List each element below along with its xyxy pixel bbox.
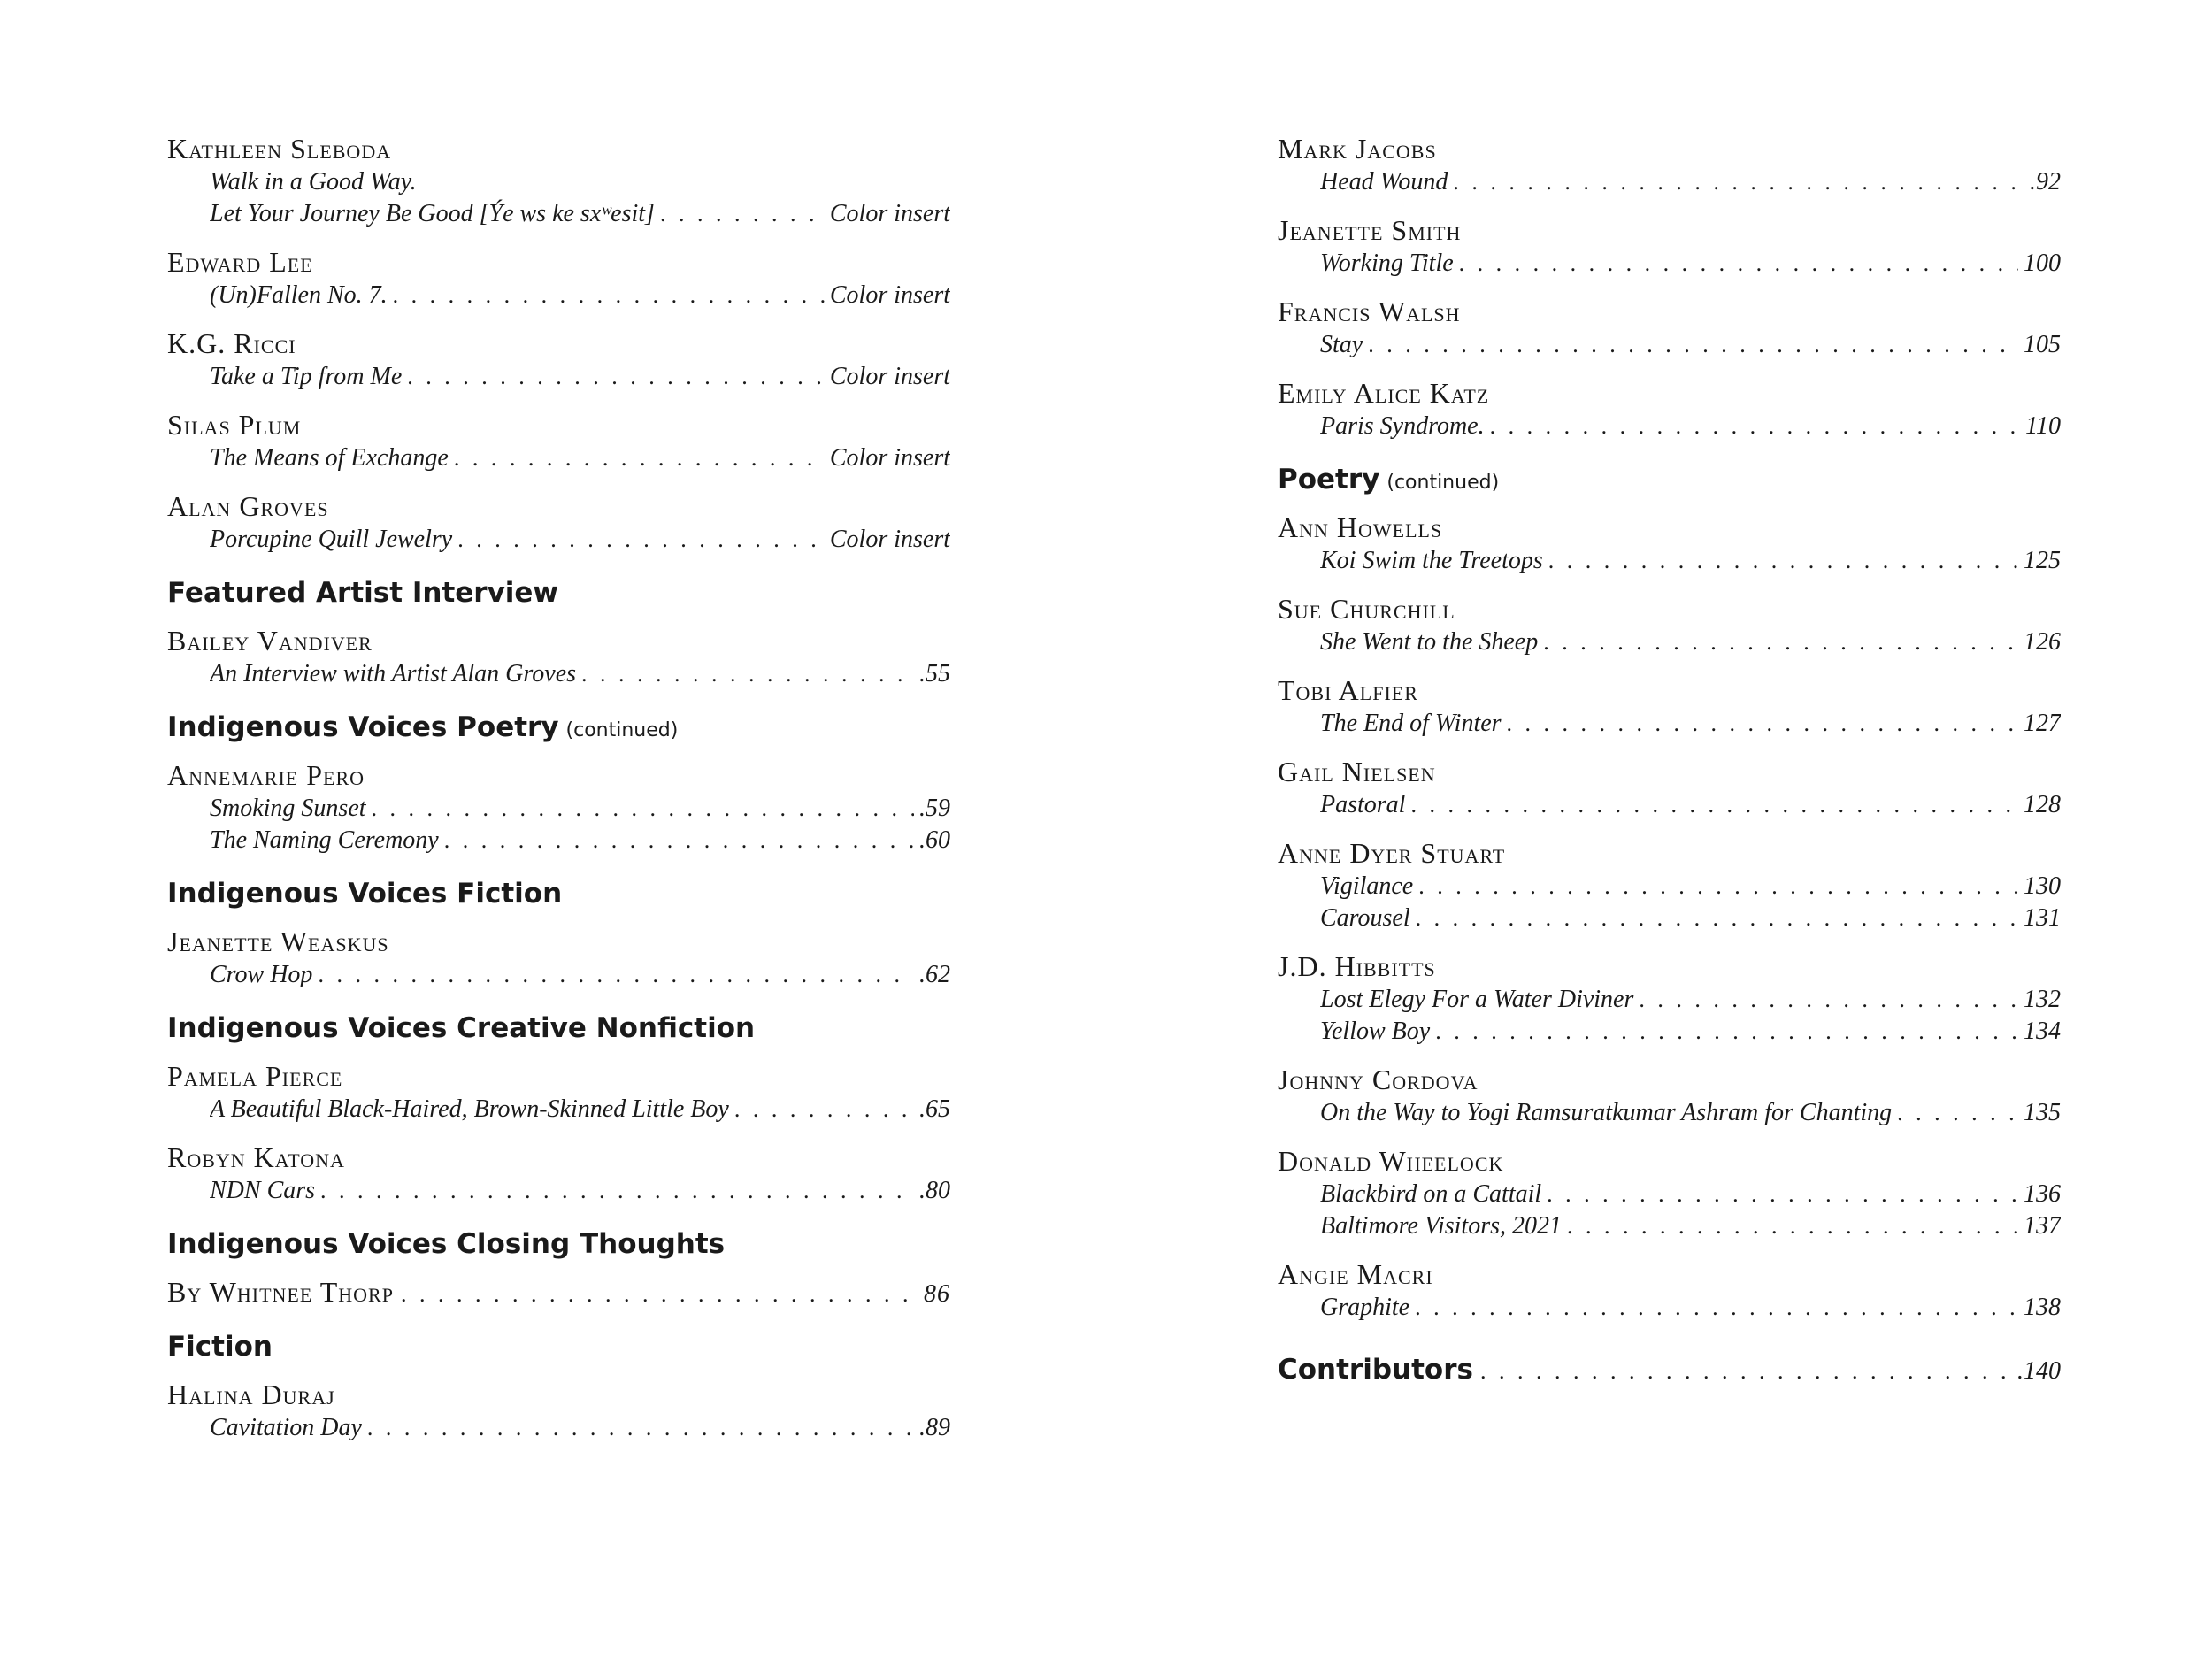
dot-leader xyxy=(1415,1292,2018,1324)
work-link[interactable] xyxy=(210,825,950,856)
work-link[interactable] xyxy=(210,658,950,690)
work-link[interactable] xyxy=(1320,708,2061,740)
toc-entry xyxy=(1278,294,2061,361)
work-link[interactable] xyxy=(1320,1210,2061,1242)
author-name: Anne Dyer Stuart xyxy=(1278,837,1506,869)
work-title: An Interview with Artist Alan Groves xyxy=(210,660,577,687)
work-link[interactable] xyxy=(1320,789,2061,821)
work-link[interactable] xyxy=(1320,871,2061,902)
work-link[interactable] xyxy=(1320,248,2061,280)
toc-entry xyxy=(167,757,950,856)
toc-entry xyxy=(167,488,950,556)
work-link[interactable] xyxy=(210,442,950,474)
dot-leader xyxy=(1507,708,2018,740)
page-number: .59 xyxy=(919,795,950,822)
work-title: Koi Swim the Treetops xyxy=(1320,547,1543,574)
toc-section xyxy=(167,757,950,856)
section-heading: Fiction xyxy=(167,1331,273,1363)
work-title: The Means of Exchange xyxy=(210,444,449,472)
continued-note: (continued) xyxy=(1386,472,1500,494)
toc-entry xyxy=(1278,1256,2061,1324)
work-title: Cavitation Day xyxy=(210,1414,362,1441)
dot-leader xyxy=(318,959,914,991)
toc-entry xyxy=(1278,1062,2061,1129)
toc-entry xyxy=(1278,510,2061,577)
work-link[interactable] xyxy=(1320,1016,2061,1048)
page-number: 131 xyxy=(2024,904,2061,932)
work-title: Take a Tip from Me xyxy=(210,363,403,390)
page-number: 86 xyxy=(924,1280,950,1308)
work-link[interactable] xyxy=(1320,1179,2061,1210)
page-number: 138 xyxy=(2024,1294,2061,1321)
page-number: 100 xyxy=(2024,250,2061,277)
work-title: Graphite xyxy=(1320,1294,1410,1321)
author-name: Angie Macri xyxy=(1278,1258,1433,1290)
toc-section xyxy=(167,623,950,690)
work-title: (Un)Fallen No. 7. xyxy=(210,281,388,309)
work-link[interactable] xyxy=(1320,1292,2061,1324)
page-number: .65 xyxy=(919,1095,950,1123)
page-number: .60 xyxy=(919,826,950,854)
dot-leader xyxy=(393,280,825,311)
work-title: Baltimore Visitors, 2021 xyxy=(1320,1212,1562,1240)
author-name: Tobi Alfier xyxy=(1278,674,1418,706)
work-link[interactable] xyxy=(1320,411,2061,442)
toc-entry xyxy=(167,1377,950,1444)
work-link[interactable] xyxy=(210,793,950,825)
dot-leader xyxy=(1480,1352,2010,1389)
work-title: On the Way to Yogi Ramsuratkumar Ashram for Chanting xyxy=(1320,1099,1893,1126)
author-name: Donald Wheelock xyxy=(1278,1145,1504,1177)
page-number: .80 xyxy=(919,1177,950,1204)
toc-entry xyxy=(167,623,950,690)
toc-entry xyxy=(167,244,950,311)
page-number: .92 xyxy=(2030,168,2061,196)
page-number: Color insert xyxy=(829,444,950,472)
work-title: Let Your Journey Be Good [Ýe ws ke sxʷesit] xyxy=(210,200,655,227)
work-link[interactable] xyxy=(210,280,950,311)
section-heading-label: Poetry xyxy=(1278,464,1380,495)
author-name: Mark Jacobs xyxy=(1278,133,1437,165)
work-link[interactable] xyxy=(210,524,950,556)
toc-entry xyxy=(1278,835,2061,934)
toc-entry xyxy=(1278,754,2061,821)
work-link[interactable] xyxy=(210,166,950,198)
toc-entry xyxy=(1278,591,2061,658)
toc-entry xyxy=(1278,1143,2061,1242)
toc-section xyxy=(1278,510,2061,1324)
author-name: Emily Alice Katz xyxy=(1278,377,1490,409)
toc-section xyxy=(167,131,950,556)
dot-leader xyxy=(1547,1179,2018,1210)
dot-leader xyxy=(454,442,825,474)
toc-entry xyxy=(1278,672,2061,740)
toc-entry xyxy=(167,1058,950,1125)
dot-leader xyxy=(1639,984,2018,1016)
work-title: Smoking Sunset xyxy=(210,795,366,822)
page-number: 105 xyxy=(2024,331,2061,358)
page-number: 125 xyxy=(2024,547,2061,574)
toc-entry xyxy=(1278,949,2061,1048)
work-link[interactable] xyxy=(1320,329,2061,361)
page-number: .62 xyxy=(919,961,950,988)
toc-entry xyxy=(167,131,950,230)
work-link[interactable] xyxy=(1320,984,2061,1016)
work-link[interactable] xyxy=(1320,545,2061,577)
work-link[interactable] xyxy=(1320,626,2061,658)
work-title: Crow Hop xyxy=(210,961,313,988)
dot-leader xyxy=(407,361,825,393)
toc-section xyxy=(167,1377,950,1444)
dot-leader xyxy=(1459,248,2018,280)
work-link[interactable] xyxy=(210,959,950,991)
toc-entry xyxy=(167,407,950,474)
author-name: Edward Lee xyxy=(167,246,313,278)
page-number: 110 xyxy=(2025,412,2061,440)
dot-leader xyxy=(457,524,825,556)
work-title: Blackbird on a Cattail xyxy=(1320,1180,1542,1208)
toc-section xyxy=(1278,131,2061,442)
author-name: Pamela Pierce xyxy=(167,1060,343,1092)
page-number: .140 xyxy=(2017,1357,2061,1385)
author-name: Kathleen Sleboda xyxy=(167,133,392,165)
work-link[interactable] xyxy=(210,1094,950,1125)
work-title: Walk in a Good Way. xyxy=(210,168,417,196)
page-number: Color insert xyxy=(829,200,950,227)
dot-leader xyxy=(372,793,914,825)
section-heading-label: Indigenous Voices Poetry xyxy=(167,711,559,743)
dot-leader xyxy=(320,1175,914,1207)
section-heading: Indigenous Voices Creative Nonfiction xyxy=(167,1012,756,1044)
author-name: K.G. Ricci xyxy=(167,327,296,359)
work-title: A Beautiful Black-Haired, Brown-Skinned Little Boy xyxy=(210,1095,729,1123)
author-name: Robyn Katona xyxy=(167,1141,345,1173)
work-title: Stay xyxy=(1320,331,1363,358)
section-heading: Featured Artist Interview xyxy=(167,577,559,609)
page-number: Color insert xyxy=(829,363,950,390)
page-number: 136 xyxy=(2024,1180,2061,1208)
dot-leader xyxy=(1543,626,2018,658)
work-title: She Went to the Sheep xyxy=(1320,628,1539,656)
toc-entry xyxy=(167,1140,950,1207)
toc-entry-closing[interactable] xyxy=(167,1274,950,1310)
work-title: Vigilance xyxy=(1320,872,1414,900)
author-name: Halina Duraj xyxy=(167,1379,335,1410)
dot-leader xyxy=(581,658,914,690)
continued-note: (continued) xyxy=(565,719,679,741)
dot-leader xyxy=(1453,166,2024,198)
dot-leader xyxy=(660,198,825,230)
page-number: Color insert xyxy=(829,526,950,553)
section-heading: Indigenous Voices Closing Thoughts xyxy=(167,1228,726,1260)
work-link[interactable] xyxy=(210,1175,950,1207)
left-page xyxy=(167,131,950,1458)
toc-section xyxy=(167,924,950,991)
work-link[interactable] xyxy=(1320,1097,2061,1129)
work-link[interactable] xyxy=(210,1412,950,1444)
section-heading xyxy=(1278,460,2061,499)
right-page xyxy=(1278,131,2061,1400)
dot-leader xyxy=(1410,789,2018,821)
page-number: .89 xyxy=(919,1414,950,1441)
toc-entry xyxy=(1278,375,2061,442)
page-number: 127 xyxy=(2024,710,2061,737)
dot-leader xyxy=(1435,1016,2018,1048)
dot-leader xyxy=(734,1094,914,1125)
section-heading-label: Contributors xyxy=(1278,1354,1473,1386)
toc-entry xyxy=(1278,131,2061,198)
toc-entry xyxy=(1278,212,2061,280)
page-number: 128 xyxy=(2024,791,2061,818)
author-name: Alan Groves xyxy=(167,490,329,522)
author-name: Francis Walsh xyxy=(1278,296,1461,327)
page-number: 132 xyxy=(2024,986,2061,1013)
dot-leader xyxy=(1368,329,2018,361)
work-title: Head Wound xyxy=(1320,168,1448,196)
work-title: NDN Cars xyxy=(210,1177,316,1204)
author-name: Ann Howells xyxy=(1278,511,1443,543)
toc-entry xyxy=(167,924,950,991)
dot-leader xyxy=(367,1412,914,1444)
work-link[interactable] xyxy=(210,361,950,393)
page-number: 126 xyxy=(2024,628,2061,656)
work-link[interactable] xyxy=(1320,166,2061,198)
work-title: Porcupine Quill Jewelry xyxy=(210,526,453,553)
work-title: The Naming Ceremony xyxy=(210,826,439,854)
dot-leader xyxy=(1567,1210,2018,1242)
work-link[interactable] xyxy=(210,198,950,230)
page-number: 134 xyxy=(2024,1018,2061,1045)
author-name: Gail Nielsen xyxy=(1278,756,1436,787)
work-title: Yellow Boy xyxy=(1320,1018,1431,1045)
author-name: J.D. Hibbitts xyxy=(1278,950,1436,982)
work-title: Working Title xyxy=(1320,250,1454,277)
work-title: Lost Elegy For a Water Diviner xyxy=(1320,986,1634,1013)
section-heading xyxy=(167,708,950,747)
author-name: Silas Plum xyxy=(167,409,302,441)
author-name: Jeanette Smith xyxy=(1278,214,1462,246)
author-name: Jeanette Weaskus xyxy=(167,926,389,957)
dot-leader xyxy=(1490,411,2020,442)
author-name: Bailey Vandiver xyxy=(167,625,373,657)
page-number: 135 xyxy=(2024,1099,2061,1126)
work-title: Carousel xyxy=(1320,904,1410,932)
page-number: 137 xyxy=(2024,1212,2061,1240)
page-number: .55 xyxy=(919,660,950,687)
page-number: 130 xyxy=(2024,872,2061,900)
dot-leader xyxy=(1416,902,2018,934)
dot-leader xyxy=(401,1277,917,1310)
toc-entry-contributors[interactable] xyxy=(1278,1350,2061,1389)
work-title: The End of Winter xyxy=(1320,710,1502,737)
work-title: Paris Syndrome. xyxy=(1320,412,1485,440)
author-name: By Whitnee Thorp xyxy=(167,1276,394,1308)
work-link[interactable] xyxy=(1320,902,2061,934)
author-name: Annemarie Pero xyxy=(167,759,365,791)
toc-entry xyxy=(167,326,950,393)
page-number: Color insert xyxy=(829,281,950,309)
author-name: Sue Churchill xyxy=(1278,593,1455,625)
section-heading: Indigenous Voices Fiction xyxy=(167,878,563,910)
work-title: Pastoral xyxy=(1320,791,1406,818)
dot-leader xyxy=(1897,1097,2018,1129)
author-name: Johnny Cordova xyxy=(1278,1064,1479,1095)
toc-section xyxy=(167,1058,950,1207)
dot-leader xyxy=(1548,545,2018,577)
dot-leader xyxy=(444,825,914,856)
dot-leader xyxy=(1418,871,2018,902)
